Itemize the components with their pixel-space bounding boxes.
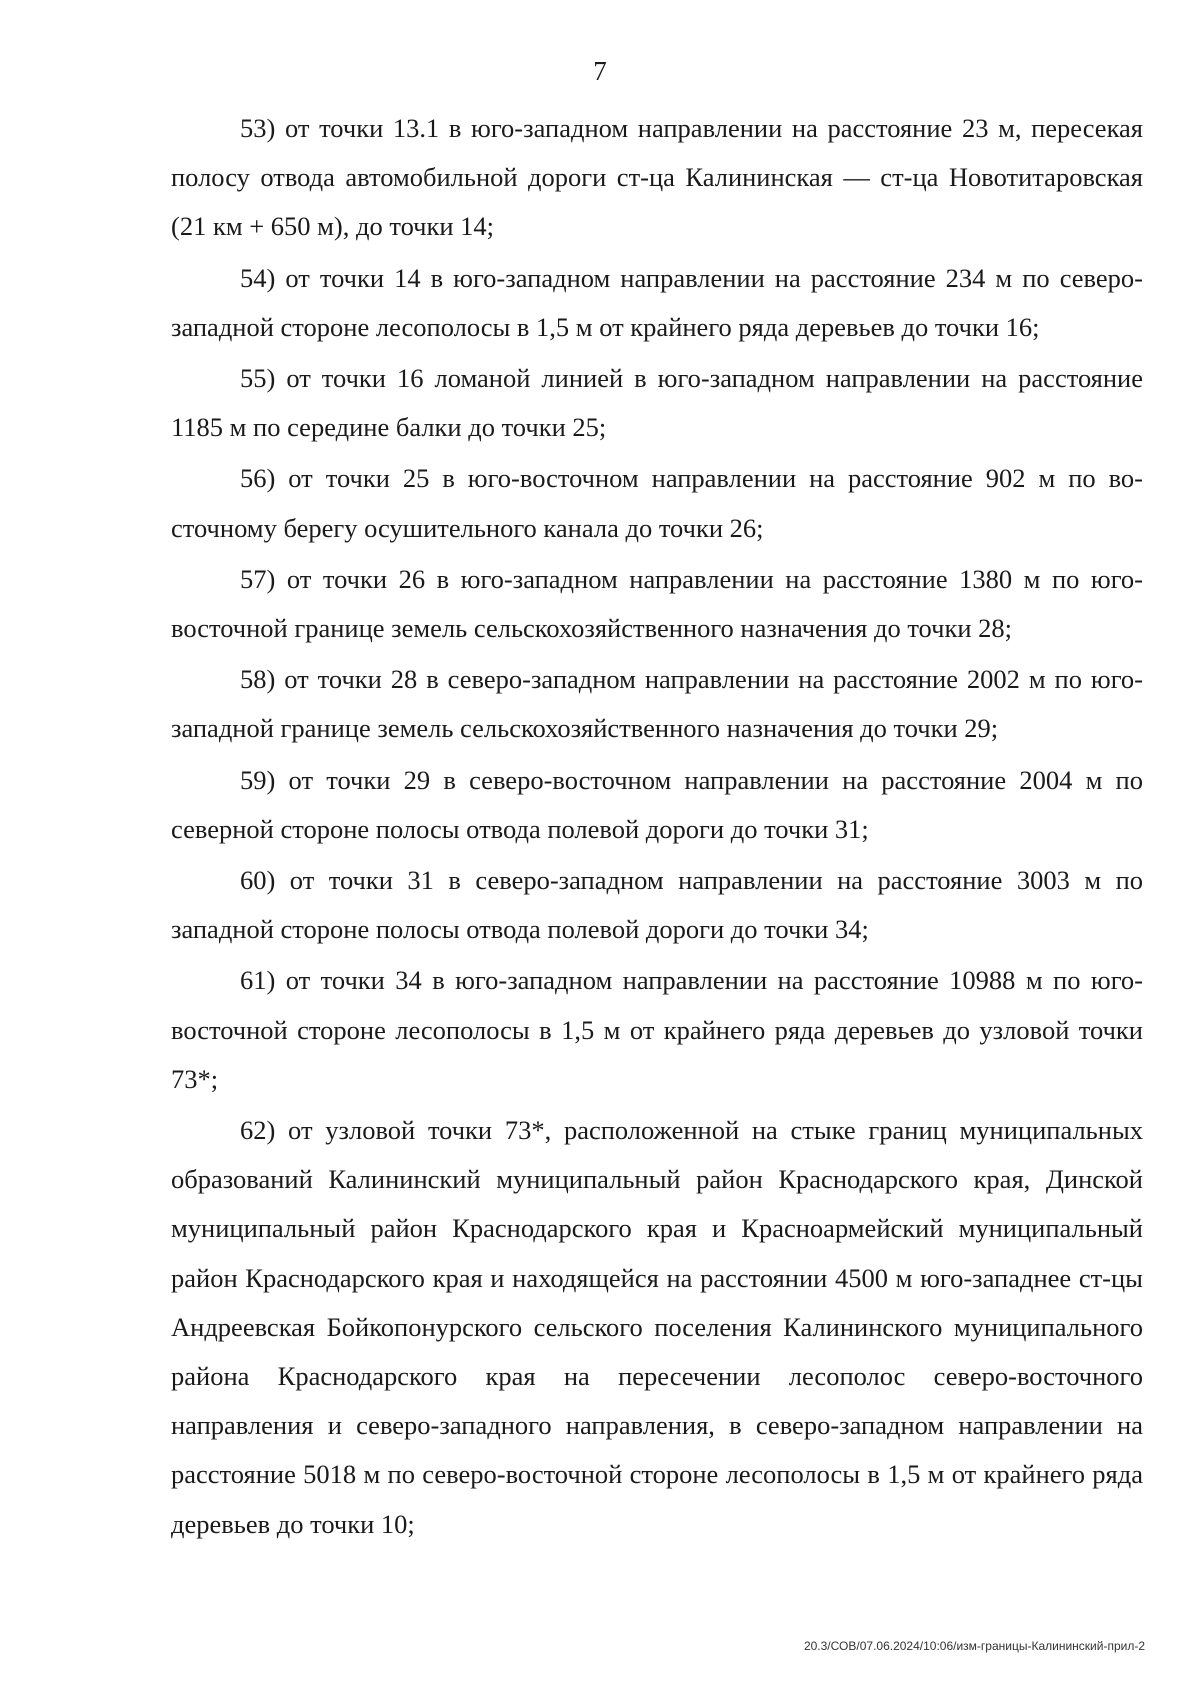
document-body bbox=[171, 104, 1143, 1551]
paragraph-59: 59) от точки 29 в северо-восточном направлении на расстояние 2004 м по северной стороне полосы отвода полевой дороги до точки 31; bbox=[171, 764, 1143, 844]
document-footer-code: 20.3/СОВ/07.06.2024/10:06/изм-границы-Калининский-прил-2 bbox=[803, 1639, 1145, 1653]
paragraph-56: 56) от точки 25 в юго-восточном направлении на расстояние 902 м по восточному берегу осушительного канала до точки 26; bbox=[171, 463, 1143, 543]
paragraph-58: 58) от точки 28 в северо-западном направлении на расстояние 2002 м по юго-западной границе земель сельскохозяйственного назначения до точки 29; bbox=[171, 664, 1143, 744]
paragraph-55: 55) от точки 16 ломаной линией в юго-западном направлении на расстояние 1185 м по середине балки до точки 25; bbox=[171, 363, 1143, 443]
paragraph-53: 53) от точки 13.1 в юго-западном направлении на расстояние 23 м, пересекая полосу отвода автомобильной дороги ст-ца Калининская — ст-ца Новотитаровская (21 км + 650 м), до точки 14; bbox=[171, 113, 1143, 242]
paragraph-62: 62) от узловой точки 73*, расположенной на стыке границ муниципальных образований Калининский муниципальный район Краснодарского края, Динской муниципальный район Краснодарского края и Красноармейский муниципальный район Краснодарского края и находящейся на расстоянии 4500 м юго-западнее ст-цы Андреевская Бойкопонурского сельского поселения Калининского муниципального района Краснодарского края на пересечении лесополос северо-восточного направления и северо-западного направления, в северо-западном направлении на расстояние 5018 м по северо-восточной стороне лесополосы в 1,5 м от крайнего ряда деревьев до точки 10; bbox=[171, 1115, 1143, 1539]
page-number: 7 bbox=[593, 56, 607, 86]
paragraph-57: 57) от точки 26 в юго-западном направлении на расстояние 1380 м по юго-восточной границе земель сельскохозяйственного назначения до точки 28; bbox=[171, 563, 1143, 644]
paragraph-61: 61) от точки 34 в юго-западном направлении на расстояние 10988 м по юго-восточной стороне лесополосы в 1,5 м от крайнего ряда деревьев до узловой точки 73*; bbox=[171, 965, 1143, 1094]
paragraph-60: 60) от точки 31 в северо-западном направлении на расстояние 3003 м по западной стороне полосы отвода полевой дороги до точки 34; bbox=[171, 865, 1143, 945]
paragraph-54: 54) от точки 14 в юго-западном направлении на расстояние 234 м по северо-западной стороне лесополосы в 1,5 м от крайнего ряда деревьев до точки 16; bbox=[171, 262, 1143, 342]
